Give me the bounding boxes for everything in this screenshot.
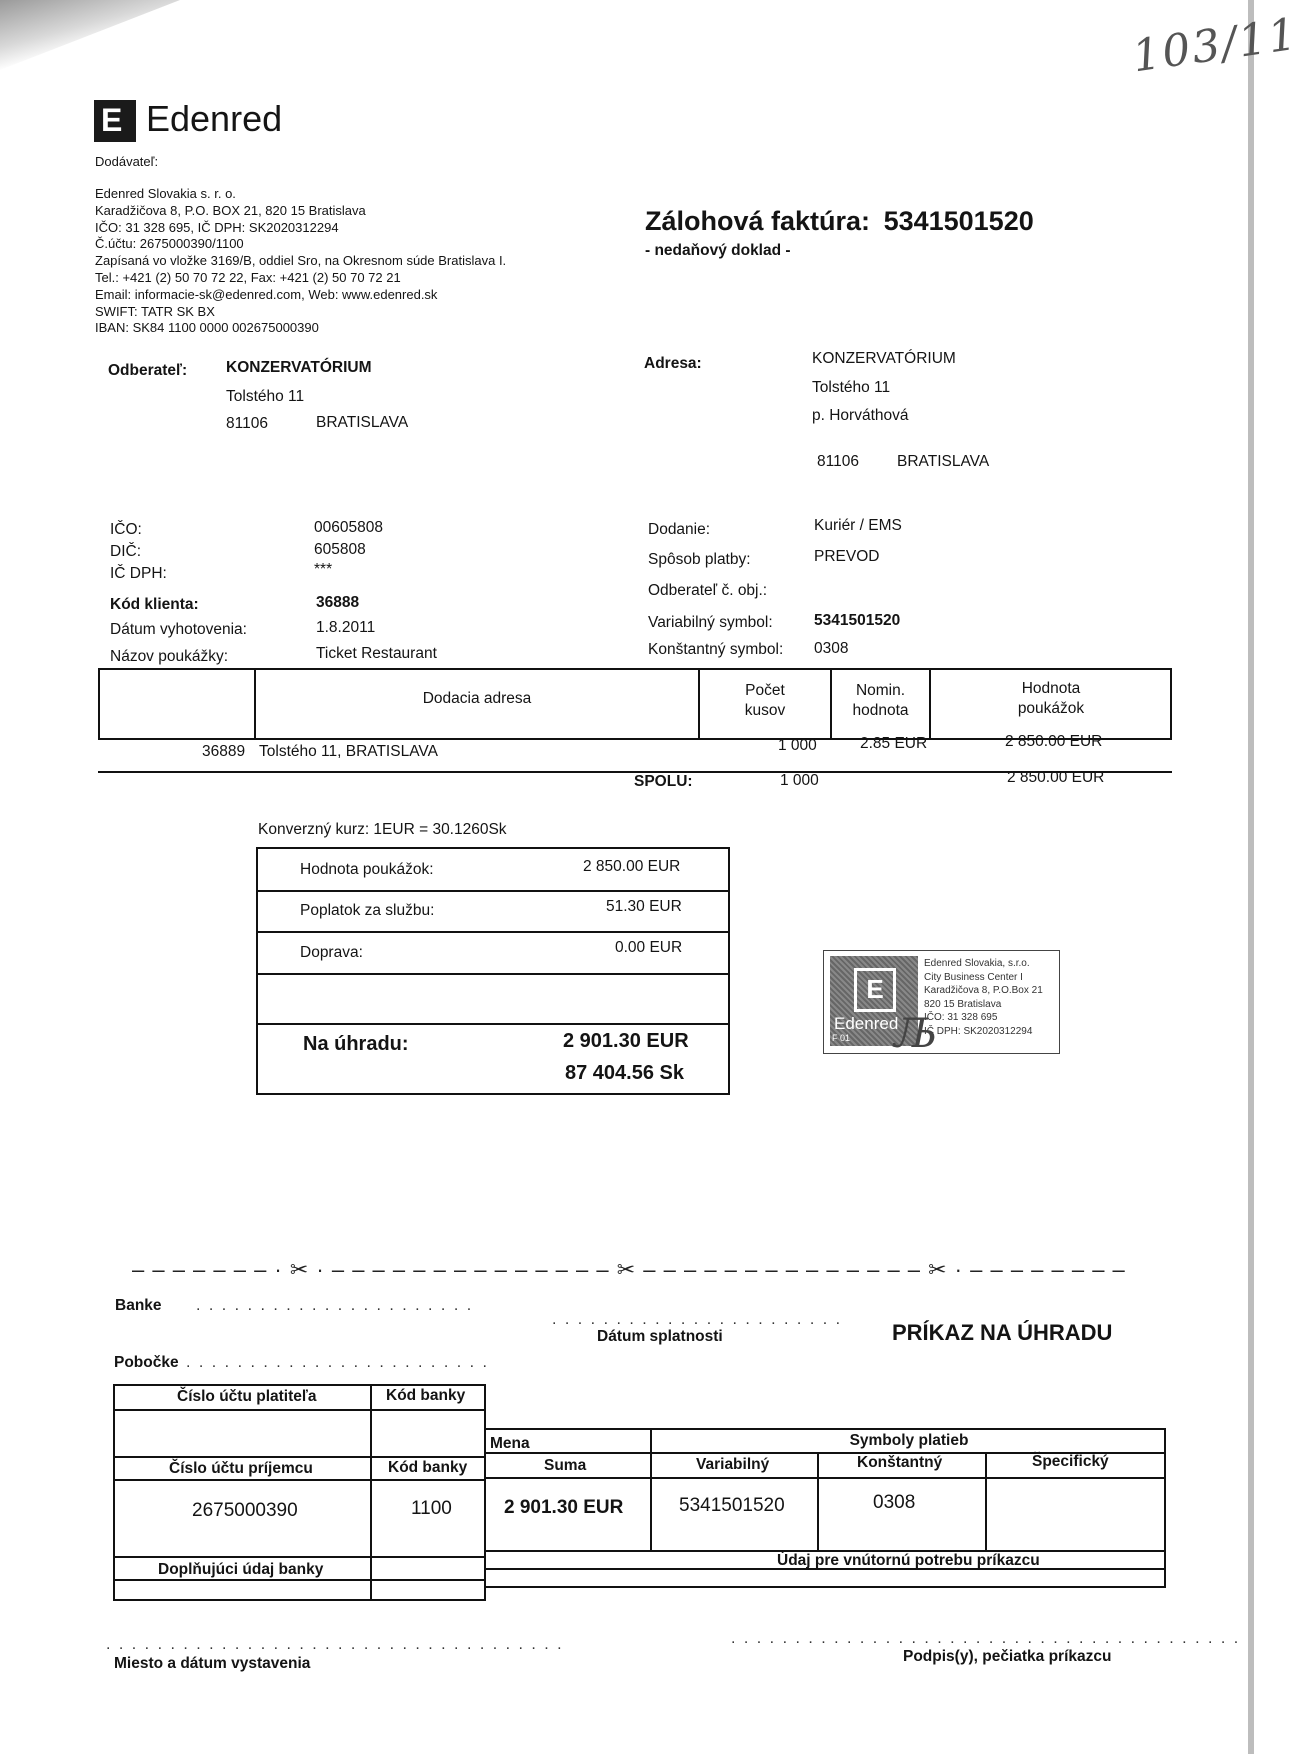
summary-box bbox=[256, 847, 730, 1095]
stamp-line: City Business Center I bbox=[924, 971, 1023, 983]
edenred-logo-icon: E bbox=[854, 968, 896, 1012]
company-stamp bbox=[823, 950, 1060, 1057]
dic-value: 605808 bbox=[314, 541, 366, 558]
payment-ks: 0308 bbox=[873, 1492, 916, 1513]
due-date-dots: . . . . . . . . . . . . . . . . . . . . . . . bbox=[552, 1311, 843, 1328]
supplier-line: IČO: 31 328 695, IČ DPH: SK2020312294 bbox=[95, 219, 339, 235]
invoice-subtitle: - nedaňový doklad - bbox=[645, 242, 791, 259]
handwritten-note: 103/11 bbox=[1129, 8, 1302, 83]
address-street: Tolstého 11 bbox=[812, 379, 891, 396]
address-zip: 81106 bbox=[817, 453, 859, 470]
address-name: KONZERVATÓRIUM bbox=[812, 350, 956, 367]
stamp-line: 820 15 Bratislava bbox=[924, 998, 1002, 1010]
stamp-text bbox=[924, 957, 1043, 1038]
table-row-code: 36889 bbox=[202, 743, 246, 760]
ico-label: IČO: bbox=[110, 521, 142, 538]
fee-value: 51.30 EUR bbox=[606, 898, 682, 915]
header-nominal bbox=[832, 681, 929, 721]
signature: Љ bbox=[894, 1011, 938, 1057]
delivery-label: Dodanie: bbox=[648, 521, 711, 538]
amount-due-sk: 87 404.56 Sk bbox=[565, 1062, 684, 1084]
place-date-label: Miesto a dátum vystavenia bbox=[114, 1655, 311, 1672]
transport-label: Doprava: bbox=[300, 944, 363, 961]
customer-city: BRATISLAVA bbox=[316, 414, 409, 431]
currency-label: Mena bbox=[490, 1435, 530, 1452]
supplier-info bbox=[95, 186, 506, 337]
table-row-address: Tolstého 11, BRATISLAVA bbox=[259, 743, 438, 760]
client-code-label: Kód klienta: bbox=[110, 596, 199, 613]
divider bbox=[985, 1452, 987, 1552]
payment-order-title: PRÍKAZ NA ÚHRADU bbox=[892, 1320, 1113, 1345]
issue-date: 1.8.2011 bbox=[316, 619, 376, 636]
supplier-line: Zapísaná vo vložke 3169/B, oddiel Sro, na Okresnom súde Bratislava I. bbox=[95, 253, 507, 269]
dic-label: DIČ: bbox=[110, 543, 141, 560]
divider bbox=[370, 1384, 372, 1601]
issue-date-label: Dátum vyhotovenia: bbox=[110, 621, 247, 638]
supplier-line: Email: informacie-sk@edenred.com, Web: www.edenred.sk bbox=[95, 286, 438, 302]
total-count: 1 000 bbox=[780, 772, 819, 789]
stamp-line: Karadžičova 8, P.O.Box 21 bbox=[924, 985, 1043, 996]
bank-dots: . . . . . . . . . . . . . . . . . . . . . . bbox=[196, 1297, 474, 1314]
brand-name: Edenred bbox=[146, 98, 283, 139]
recipient-account-label: Číslo účtu príjemcu bbox=[169, 1460, 313, 1477]
vs-label: Variabilný bbox=[696, 1456, 770, 1473]
divider bbox=[113, 1579, 486, 1581]
icdph-value: *** bbox=[314, 561, 333, 578]
supplier-line: Č.účtu: 2675000390/1100 bbox=[95, 236, 244, 252]
due-date-label: Dátum splatnosti bbox=[597, 1328, 723, 1345]
recipient-bank-code: 1100 bbox=[411, 1498, 452, 1519]
customer-label: Odberateľ: bbox=[108, 362, 188, 379]
customer-street: Tolstého 11 bbox=[226, 388, 305, 405]
payment-method-label: Spôsob platby: bbox=[648, 551, 751, 568]
invoice-title bbox=[645, 206, 1034, 237]
internal-data-label: Údaj pre vnútornú potrebu príkazcu bbox=[777, 1552, 1040, 1569]
header-count-line: Počet bbox=[745, 682, 785, 699]
page-edge bbox=[1248, 0, 1254, 1754]
ks-label: Konštantný bbox=[857, 1454, 943, 1471]
fee-label: Poplatok za službu: bbox=[300, 902, 435, 919]
table-row-nominal: 2.85 EUR bbox=[860, 735, 928, 752]
conversion-rate: Konverzný kurz: 1EUR = 30.1260Sk bbox=[258, 821, 507, 838]
recipient-account: 2675000390 bbox=[192, 1500, 298, 1521]
invoice-title-label: Zálohová faktúra: bbox=[645, 206, 871, 236]
branch-dots: . . . . . . . . . . . . . . . . . . . . . . . . bbox=[186, 1354, 489, 1371]
ico-value: 00605808 bbox=[314, 519, 383, 536]
address-city: BRATISLAVA bbox=[897, 453, 990, 470]
address-label: Adresa: bbox=[644, 355, 702, 372]
place-date-dots: . . . . . . . . . . . . . . . . . . . . . . . . . . . . . . . . . . . . bbox=[106, 1636, 564, 1653]
symbols-label: Symboly platieb bbox=[849, 1432, 969, 1449]
order-number-label: Odberateľ č. obj.: bbox=[648, 582, 768, 599]
supplier-line: Tel.: +421 (2) 50 70 72 22, Fax: +421 (2) 50 70 72 21 bbox=[95, 269, 401, 285]
header-nominal-line: hodnota bbox=[852, 702, 909, 719]
constant-symbol: 0308 bbox=[814, 640, 849, 657]
header-value bbox=[931, 679, 1171, 719]
customer-zip: 81106 bbox=[226, 415, 268, 432]
supplier-label: Dodávateľ: bbox=[95, 154, 159, 169]
total-label: SPOLU: bbox=[634, 773, 693, 790]
payer-account-label: Číslo účtu platiteľa bbox=[177, 1388, 317, 1405]
payer-bank-code-label: Kód banky bbox=[386, 1387, 466, 1404]
variable-symbol-label: Variabilný symbol: bbox=[648, 614, 773, 631]
extra-bank-data-label: Doplňujúci údaj banky bbox=[158, 1561, 324, 1578]
header-value-line: Hodnota bbox=[1021, 680, 1081, 697]
bank-label: Banke bbox=[115, 1297, 162, 1314]
stamp-code: F 01 bbox=[832, 1033, 851, 1043]
edenred-logo-icon: E bbox=[94, 100, 136, 142]
voucher-value-label: Hodnota poukážok: bbox=[300, 861, 434, 878]
divider bbox=[113, 1409, 486, 1411]
voucher-name: Ticket Restaurant bbox=[316, 645, 437, 662]
stamp-brand: Edenred bbox=[834, 1014, 899, 1033]
total-value: 2 850.00 EUR bbox=[1007, 769, 1105, 786]
header-count bbox=[700, 681, 830, 721]
amount-due-label: Na úhradu: bbox=[303, 1033, 409, 1055]
supplier-line: IBAN: SK84 1100 0000 002675000390 bbox=[95, 320, 319, 336]
signature-label: Podpis(y), pečiatka príkazcu bbox=[903, 1648, 1112, 1665]
folded-corner bbox=[0, 0, 180, 70]
customer-name: KONZERVATÓRIUM bbox=[226, 359, 372, 376]
supplier-line: SWIFT: TATR SK BX bbox=[95, 303, 215, 319]
branch-label: Pobočke bbox=[114, 1354, 179, 1371]
payment-amount: 2 901.30 EUR bbox=[504, 1497, 624, 1518]
divider bbox=[484, 1477, 1166, 1479]
supplier-line: Karadžičova 8, P.O. BOX 21, 820 15 Bratislava bbox=[95, 202, 366, 218]
signature-dots: . . . . . . . . . . . . . . . . . . . . . . . . . . . . . . . . . . . . . . . . bbox=[731, 1630, 1241, 1647]
divider bbox=[817, 1452, 819, 1552]
supplier-line: Edenred Slovakia s. r. o. bbox=[95, 186, 236, 201]
client-code: 36888 bbox=[316, 594, 360, 611]
payment-vs: 5341501520 bbox=[679, 1495, 785, 1516]
address-attn: p. Horváthová bbox=[812, 407, 909, 424]
header-count-line: kusov bbox=[744, 702, 786, 719]
transport-value: 0.00 EUR bbox=[615, 939, 683, 956]
divider bbox=[113, 1479, 486, 1481]
divider bbox=[256, 973, 730, 975]
stamp-line: IČ DPH: SK2020312294 bbox=[924, 1025, 1033, 1037]
divider bbox=[113, 1456, 486, 1458]
recipient-bank-code-label: Kód banky bbox=[388, 1459, 468, 1476]
amount-due-eur: 2 901.30 EUR bbox=[563, 1030, 689, 1052]
table-row-count: 1 000 bbox=[778, 737, 817, 754]
header-delivery-address: Dodacia adresa bbox=[422, 690, 532, 707]
header-nominal-line: Nomin. bbox=[855, 682, 906, 699]
cut-line: – – – – – – – · ✂ · – – – – – – – – – – – – – – ✂ – – – – – – – – – – – – – – ✂ · – – – – – – – – bbox=[132, 1257, 1126, 1282]
invoice-number: 5341501520 bbox=[883, 206, 1034, 236]
stamp-line: Edenred Slovakia, s.r.o. bbox=[924, 958, 1030, 969]
header-value-line: poukážok bbox=[1017, 700, 1085, 717]
icdph-label: IČ DPH: bbox=[110, 565, 167, 582]
voucher-name-label: Názov poukážky: bbox=[110, 648, 229, 665]
payment-method: PREVOD bbox=[814, 548, 880, 565]
divider bbox=[256, 1023, 730, 1025]
divider bbox=[113, 1556, 486, 1558]
divider bbox=[256, 931, 730, 933]
amount-label: Suma bbox=[544, 1457, 587, 1474]
divider bbox=[256, 890, 730, 892]
delivery-method: Kuriér / EMS bbox=[814, 517, 902, 534]
stamp-line: IČO: 31 328 695 bbox=[924, 1012, 998, 1023]
constant-symbol-label: Konštantný symbol: bbox=[648, 641, 784, 658]
ss-label: Špecifický bbox=[1032, 1453, 1109, 1470]
variable-symbol: 5341501520 bbox=[814, 612, 901, 629]
voucher-value: 2 850.00 EUR bbox=[583, 858, 681, 875]
table-row-value: 2 850.00 EUR bbox=[1005, 733, 1103, 750]
